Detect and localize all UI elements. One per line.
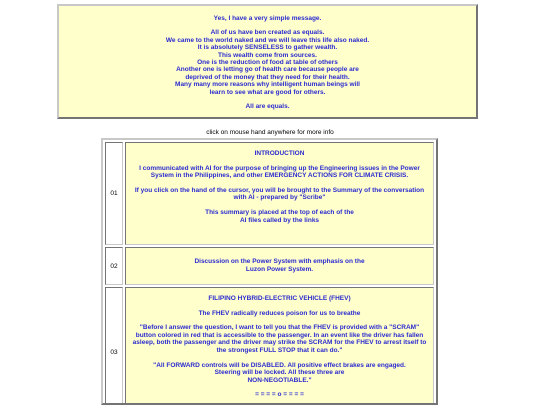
row-title: FILIPINO HYBRID-ELECTRIC VEHICLE (FHEV) — [208, 295, 351, 302]
message-line: This wealth come from sources. — [218, 51, 317, 59]
row-text: This summary is placed at the top of each of the — [205, 208, 354, 216]
row-text: "Before I answer the question, I want to tell you that the FHEV is provided with a "SCRAM" button colored in red that is accessible to the passenger. In an event like the driver has fallen asleep, both the passenger and the driver may strike the SCRAM for the FHEV to arrest itself to the strongest FULL STOP that it can do." — [132, 324, 427, 354]
fhev-link[interactable] — [125, 287, 434, 405]
message-line: All are equals. — [245, 103, 290, 111]
power-system-link[interactable] — [125, 247, 434, 285]
divider-text: = = = = o = = = = — [255, 391, 304, 399]
click-hint: click on mouse hand anywhere for more info — [206, 129, 334, 136]
row-number: 01 — [105, 142, 123, 245]
row-text: If you click on the hand of the cursor, you will be brought to the Summary of the conversation with AI - prepared by "Scribe" — [134, 186, 425, 202]
row-text: The FHEV radically reduces poison for us to breathe — [198, 309, 361, 317]
row-text: Luzon Power System. — [245, 266, 314, 273]
table-row — [105, 247, 434, 285]
message-line: We came to the world naked and we will leave this life also naked. — [165, 36, 370, 44]
row-text: AI files called by the links — [239, 216, 320, 224]
message-box — [57, 4, 478, 119]
row-text: "All FORWARD controls will be DISABLED. All positive effect brakes are engaged. — [153, 361, 406, 369]
row-text: Discussion on the Power System with emphasis on the — [194, 258, 365, 266]
introduction-link[interactable] — [125, 142, 434, 245]
message-line: One is the reduction of food at table of others — [197, 59, 338, 67]
row-text: Steering will be locked. All these three are — [214, 369, 345, 377]
message-line: Many many more reasons why intelligent human beings will — [175, 81, 360, 89]
message-line: All of us have ben created as equals. — [210, 29, 325, 37]
row-text: I communicated with AI for the purpose of bringing up the Engineering issues in the Power System in the Philippines, and other EMERGENCY ACTIONS FOR CLIMATE CRISIS. — [139, 164, 420, 180]
row-number: 02 — [105, 247, 123, 285]
table-row — [105, 287, 434, 405]
message-line: Another one is letting go of health care because people are — [176, 66, 359, 74]
message-line: It is absolutely SENSELESS to gather wealth. — [197, 44, 338, 52]
row-title: INTRODUCTION — [254, 150, 305, 157]
message-line: deprived of the money that they need for their health. — [185, 73, 350, 81]
links-table — [101, 138, 438, 405]
row-number: 03 — [105, 287, 123, 405]
message-line: Yes, I have a very simple message. — [213, 15, 322, 22]
table-row — [105, 142, 434, 245]
message-line: learn to see what are good for others. — [209, 88, 326, 96]
row-text: NON-NEGOTIABLE." — [247, 376, 312, 384]
